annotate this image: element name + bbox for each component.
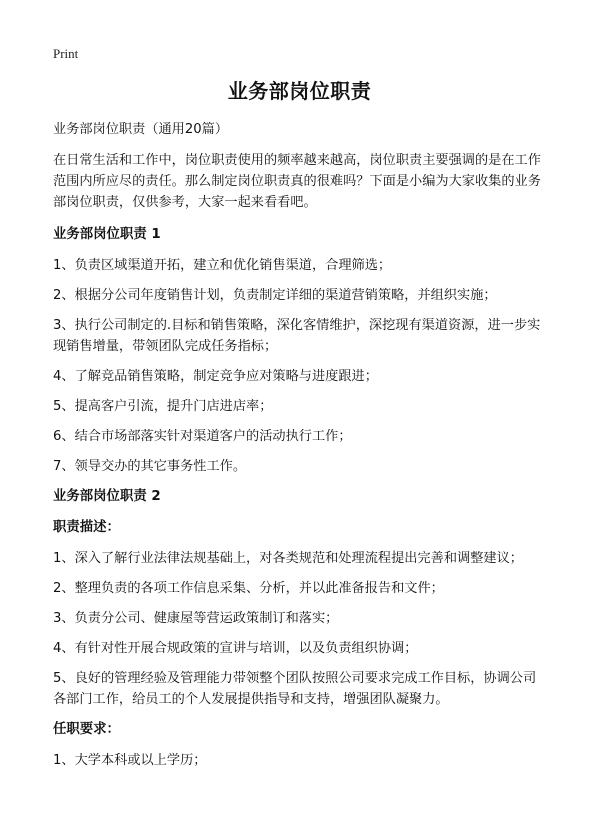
section-1-list bbox=[53, 255, 546, 477]
list-item: 3、执行公司制定的.目标和销售策略，深化客情维护，深挖现有渠道资源，进一步实现销售增量，带领团队完成任务指标； bbox=[53, 318, 541, 354]
requirements-heading: 任职要求： bbox=[53, 722, 120, 737]
list-item: 1、大学本科或以上学历； bbox=[53, 753, 207, 768]
section-2-heading: 业务部岗位职责 2 bbox=[53, 489, 161, 504]
intro-paragraph: 在日常生活和工作中，岗位职责使用的频率越来越高，岗位职责主要强调的是在工作范围内所应尽的责任。那么制定岗位职责真的很难吗？下面是小编为大家收集的业务部岗位职责，仅供参考，大家一起来看看吧。 bbox=[53, 153, 541, 210]
document-subtitle: 业务部岗位职责（通用20篇） bbox=[53, 122, 229, 137]
job-description-list bbox=[53, 548, 546, 710]
list-item: 4、了解竞品销售策略，制定竞争应对策略与进度跟进； bbox=[53, 369, 378, 384]
list-item: 1、深入了解行业法律法规基础上，对各类规范和处理流程提出完善和调整建议； bbox=[53, 551, 523, 566]
list-item: 4、有针对性开展合规政策的宣讲与培训，以及负责组织协调； bbox=[53, 641, 418, 656]
list-item: 5、提高客户引流，提升门店进店率； bbox=[53, 399, 273, 414]
job-description-heading: 职责描述： bbox=[53, 520, 120, 535]
print-link[interactable]: Print bbox=[53, 46, 79, 61]
list-item: 1、负责区域渠道开拓，建立和优化销售渠道，合理筛选； bbox=[53, 258, 392, 273]
page-title: 业务部岗位职责 bbox=[227, 79, 372, 103]
list-item: 5、良好的管理经验及管理能力带领整个团队按照公司要求完成工作目标，协调公司各部门工作，给员工的个人发展提供指导和支持，增强团队凝聚力。 bbox=[53, 671, 537, 707]
list-item: 6、结合市场部落实针对渠道客户的活动执行工作； bbox=[53, 429, 352, 444]
list-item: 2、根据分公司年度销售计划，负责制定详细的渠道营销策略，并组织实施； bbox=[53, 288, 497, 303]
list-item: 7、领导交办的其它事务性工作。 bbox=[53, 459, 247, 474]
requirements-list bbox=[53, 750, 546, 771]
list-item: 2、整理负责的各项工作信息采集、分析，并以此准备报告和文件； bbox=[53, 581, 444, 596]
section-1-heading: 业务部岗位职责 1 bbox=[53, 227, 161, 242]
list-item: 3、负责分公司、健康屋等营运政策制订和落实； bbox=[53, 611, 339, 626]
